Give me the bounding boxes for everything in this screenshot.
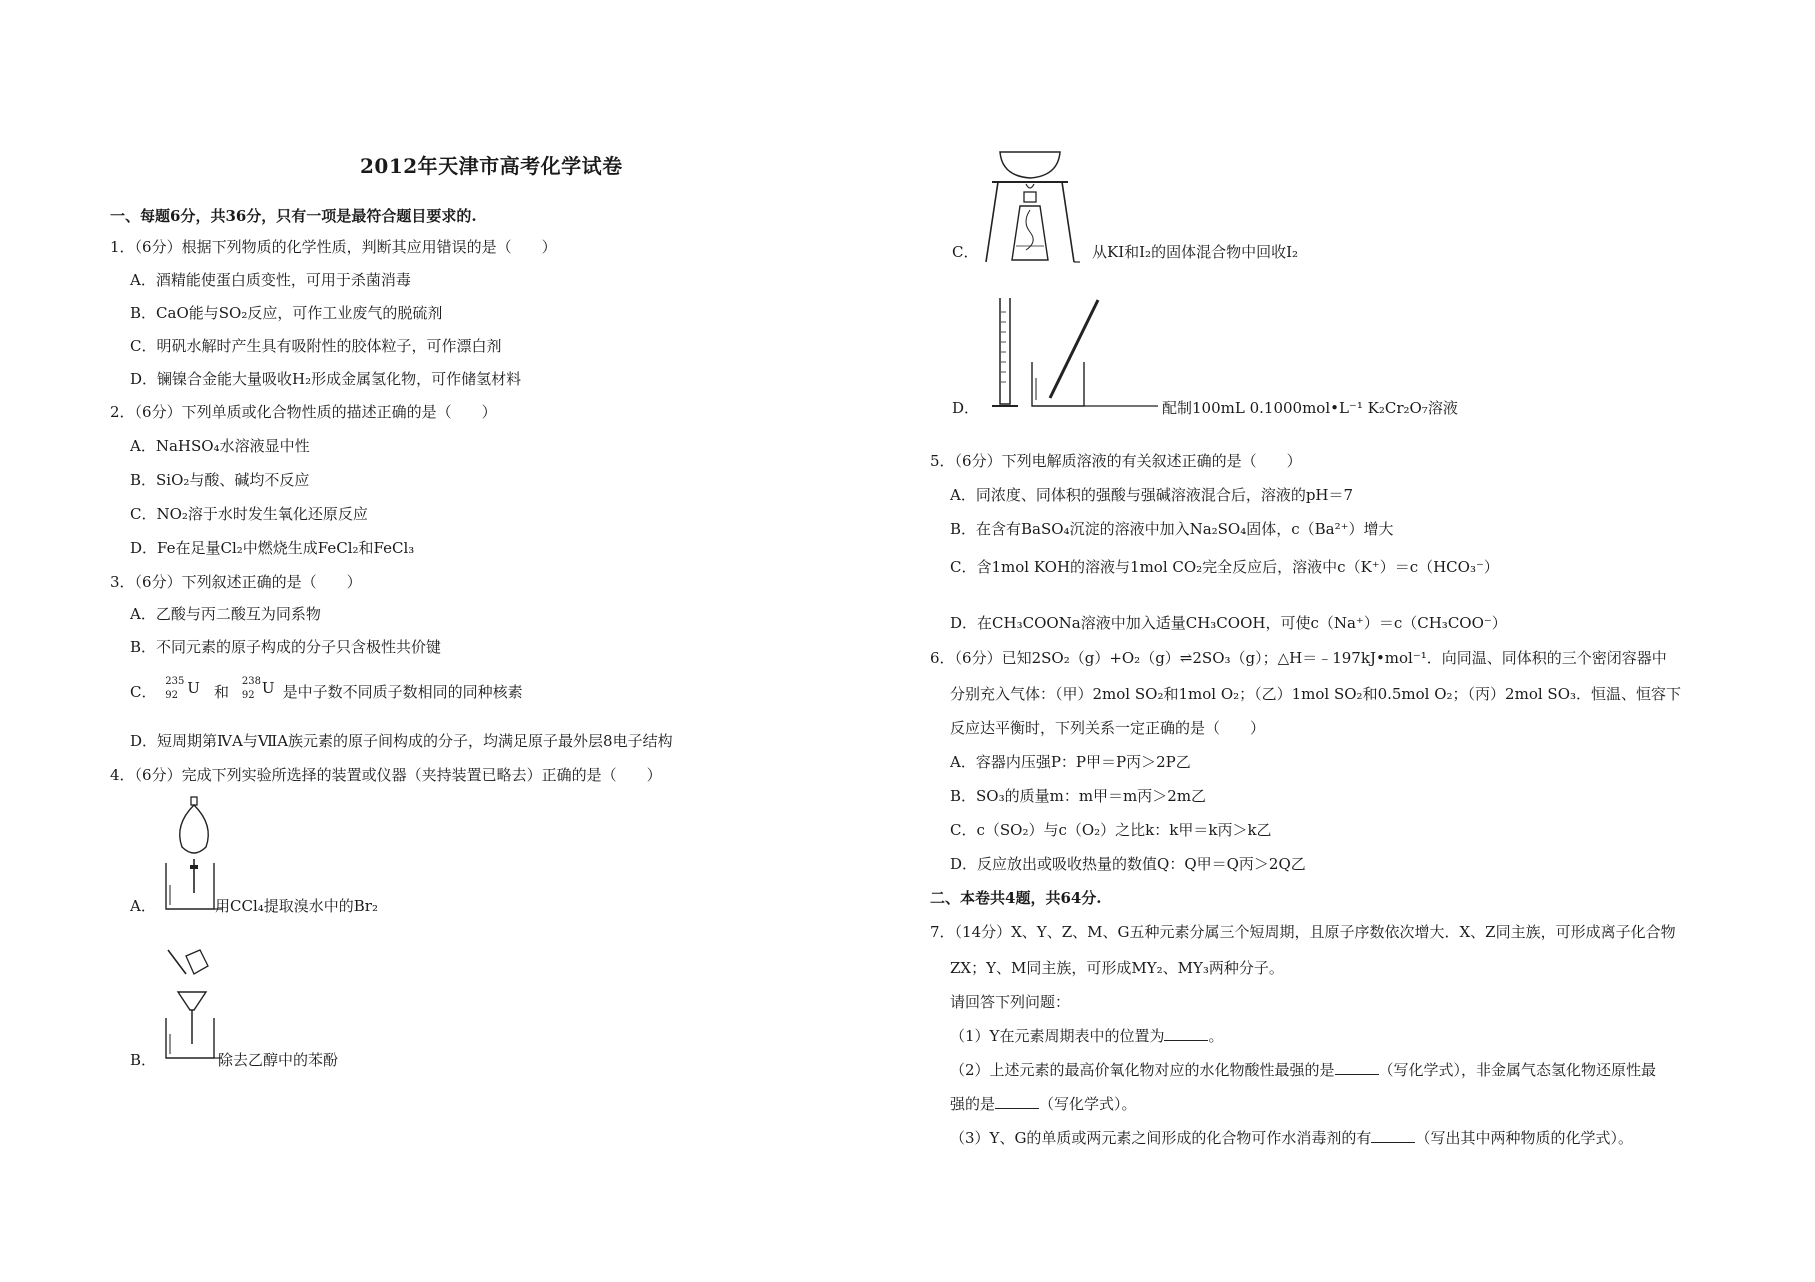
isotope-u235-symbol: U: [187, 679, 200, 697]
q4-option-b-label: B．: [130, 1051, 157, 1069]
filtration-figure: [160, 948, 230, 1063]
q4-option-d-text: 配制100mL 0.1000mol•L⁻¹ K₂Cr₂O₇溶液: [1162, 399, 1458, 417]
q3-option-c-rest: 是中子数不同质子数相同的同种核素: [282, 683, 523, 701]
q6-option-c: C．c（SO₂）与c（O₂）之比k：k甲＝k丙＞k乙: [950, 821, 1272, 839]
q3-option-b: B．不同元素的原子构成的分子只含极性共价键: [130, 638, 442, 656]
isotope-u235-mass: 235: [165, 676, 185, 687]
answer-blank-3[interactable]: [995, 1094, 1039, 1109]
q7-part2-line1: [950, 1060, 1656, 1080]
q5-stem: 5．（6分）下列电解质溶液的有关叙述正确的是（ ）: [930, 452, 1302, 470]
q7-part2-cont: 强的是: [950, 1095, 996, 1113]
q2-stem: 2．（6分）下列单质或化合物性质的描述正确的是（ ）: [110, 403, 497, 421]
q1-stem: 1．（6分）根据下列物质的化学性质，判断其应用错误的是（ ）: [110, 238, 557, 256]
q5-option-b: B．在含有BaSO₄沉淀的溶液中加入Na₂SO₄固体，c（Ba²⁺）增大: [950, 520, 1394, 538]
q3-option-c-label: C．: [130, 683, 157, 701]
page-title: 2012年天津市高考化学试卷: [360, 154, 623, 178]
q1-option-c: C．明矾水解时产生具有吸附性的胶体粒子，可作漂白剂: [130, 337, 502, 355]
q6-stem-line2: 分别充入气体：（甲）2mol SO₂和1mol O₂；（乙）1mol SO₂和0.5mol O₂；（丙）2mol SO₃．恒温、恒容下: [950, 685, 1682, 703]
isotope-u238-symbol: U: [261, 679, 275, 697]
answer-blank-2[interactable]: [1335, 1060, 1379, 1075]
isotope-u235-atomic: 92: [165, 690, 178, 701]
q1-option-b: B．CaO能与SO₂反应，可作工业废气的脱硫剂: [130, 304, 443, 322]
q4-stem: 4．（6分）完成下列实验所选择的装置或仪器（夹持装置已略去）正确的是（ ）: [110, 766, 662, 784]
q7-part1: [950, 1026, 1223, 1046]
q3-option-c-and: 和: [214, 683, 230, 701]
q3-option-c: [130, 678, 523, 712]
q7-part3-end: （写出其中两种物质的化学式）。: [1415, 1129, 1633, 1147]
q4-option-d-label: D．: [952, 399, 980, 417]
q7-part2-line2: [950, 1094, 1137, 1114]
evaporation-figure: [980, 146, 1080, 266]
q7-part2-text: （2）上述元素的最高价氧化物对应的水化物酸性最强的是: [950, 1061, 1335, 1079]
q4-option-c-text: 从KI和I₂的固体混合物中回收I₂: [1092, 243, 1299, 261]
q7-part2-mid: （写化学式），非金属气态氢化物还原性最: [1378, 1061, 1657, 1079]
q3-option-a: A．乙酸与丙二酸互为同系物: [130, 605, 321, 623]
q2-option-b: B．SiO₂与酸、碱均不反应: [130, 471, 310, 489]
q6-stem-line1: 6．（6分）已知2SO₂（g）+O₂（g）⇌2SO₃（g）；△H＝﹣197kJ•mol⁻¹．向同温、同体积的三个密闭容器中: [930, 649, 1667, 667]
q4-option-b-text: 除去乙醇中的苯酚: [218, 1051, 339, 1069]
q2-option-a: A．NaHSO₄水溶液显中性: [130, 437, 310, 455]
q3-option-d: D．短周期第ⅣA与ⅦA族元素的原子间构成的分子，均满足原子最外层8电子结构: [130, 732, 673, 750]
answer-blank-4[interactable]: [1371, 1128, 1415, 1143]
q6-option-d: D．反应放出或吸收热量的数值Q：Q甲＝Q丙＞2Q乙: [950, 855, 1306, 873]
q6-option-a: A．容器内压强P：P甲＝P丙＞2P乙: [950, 753, 1191, 771]
isotope-u238-atomic: 92: [241, 690, 255, 701]
q1-option-d: D．镧镍合金能大量吸收H₂形成金属氢化物，可作储氢材料: [130, 370, 522, 388]
q7-part3-text: （3）Y、G的单质或两元素之间形成的化合物可作水消毒剂的有: [950, 1129, 1372, 1147]
isotope-u238: [234, 678, 278, 708]
isotope-u235: [161, 678, 209, 708]
q2-option-d: D．Fe在足量Cl₂中燃烧生成FeCl₂和FeCl₃: [130, 539, 415, 557]
q6-option-b: B．SO₃的质量m：m甲＝m丙＞2m乙: [950, 787, 1207, 805]
q5-option-c: C．含1mol KOH的溶液与1mol CO₂完全反应后，溶液中c（K⁺）＝c（HCO₃⁻）: [950, 558, 1499, 576]
q4-option-a-text: 用CCl₄提取溴水中的Br₂: [215, 897, 378, 915]
q7-part1-end: 。: [1208, 1027, 1224, 1045]
q3-stem: 3．（6分）下列叙述正确的是（ ）: [110, 573, 362, 591]
q4-option-a-label: A．: [130, 897, 156, 915]
q7-stem-line1: 7．（14分）X、Y、Z、M、G五种元素分属三个短周期，且原子序数依次增大．X、Z同主族，可形成离子化合物: [930, 923, 1676, 941]
q4-option-c-label: C．: [952, 243, 979, 261]
q7-stem-line2: ZX；Y、M同主族，可形成MY₂、MY₃两种分子。: [950, 959, 1284, 977]
q6-stem-line3: 反应达平衡时，下列关系一定正确的是（ ）: [950, 719, 1266, 737]
answer-blank-1[interactable]: [1164, 1026, 1208, 1041]
cylinder-beaker-figure: [988, 292, 1158, 412]
section2-heading: 二、本卷共4题，共64分.: [930, 889, 1102, 907]
q2-option-c: C．NO₂溶于水时发生氧化还原反应: [130, 505, 368, 523]
q5-option-a: A．同浓度、同体积的强酸与强碱溶液混合后，溶液的pH＝7: [950, 486, 1354, 504]
q7-part1-text: （1）Y在元素周期表中的位置为: [950, 1027, 1165, 1045]
isotope-u238-mass: 238: [241, 676, 261, 687]
q7-part2-end: （写化学式）。: [1039, 1095, 1137, 1113]
q1-option-a: A．酒精能使蛋白质变性，可用于杀菌消毒: [130, 271, 411, 289]
q5-option-d: D．在CH₃COONa溶液中加入适量CH₃COOH，可使c（Na⁺）＝c（CH₃COO⁻）: [950, 614, 1507, 632]
section1-heading: 一、每题6分，共36分，只有一项是最符合题目要求的.: [110, 207, 477, 225]
q7-part3: [950, 1128, 1633, 1148]
q7-prompt: 请回答下列问题：: [950, 993, 1071, 1011]
